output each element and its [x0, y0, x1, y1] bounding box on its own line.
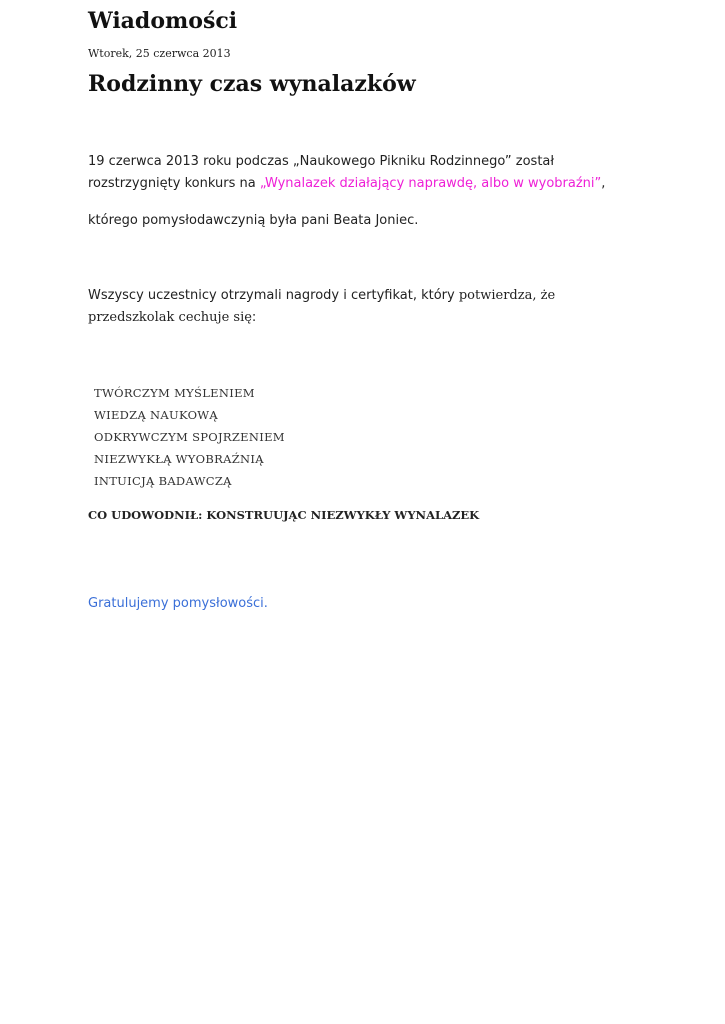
site-title: Wiadomości: [88, 8, 238, 34]
trait-item: WIEDZĄ NAUKOWĄ: [94, 408, 219, 422]
organizer-paragraph: którego pomysłodawczynią była pani Beata Joniec.: [88, 213, 419, 228]
trait-item: NIEZWYKŁĄ WYOBRAŹNIĄ: [94, 452, 264, 466]
trait-item: ODKRYWCZYM SPOJRZENIEM: [94, 430, 285, 444]
contest-link[interactable]: „Wynalazek działający naprawdę, albo w wyobraźni”: [259, 176, 602, 191]
certificate-text: Wszyscy uczestnicy otrzymali nagrody i certyfikat, który: [88, 288, 459, 303]
traits-list: [94, 382, 285, 492]
intro-paragraph: [88, 151, 628, 195]
congratulations-link[interactable]: Gratulujemy pomysłowości.: [88, 596, 268, 611]
post-title: Rodzinny czas wynalazków: [88, 71, 416, 97]
certificate-end: :: [251, 310, 257, 325]
certificate-paragraph: [88, 285, 628, 329]
post-date: Wtorek, 25 czerwca 2013: [88, 47, 231, 60]
trait-item: INTUICJĄ BADAWCZĄ: [94, 474, 232, 488]
certificate-text-serif: potwierdza, że przedszkolak cechuje się: [88, 288, 556, 325]
proof-statement: CO UDOWODNIŁ: KONSTRUUJĄC NIEZWYKŁY WYNALAZEK: [88, 508, 480, 522]
intro-text: 19 czerwca 2013 roku podczas „Naukowego Pikniku Rodzinnego” został rozstrzygnięty konkurs na: [88, 154, 555, 191]
trait-item: TWÓRCZYM MYŚLENIEM: [94, 386, 255, 400]
intro-end: ,: [601, 176, 606, 191]
